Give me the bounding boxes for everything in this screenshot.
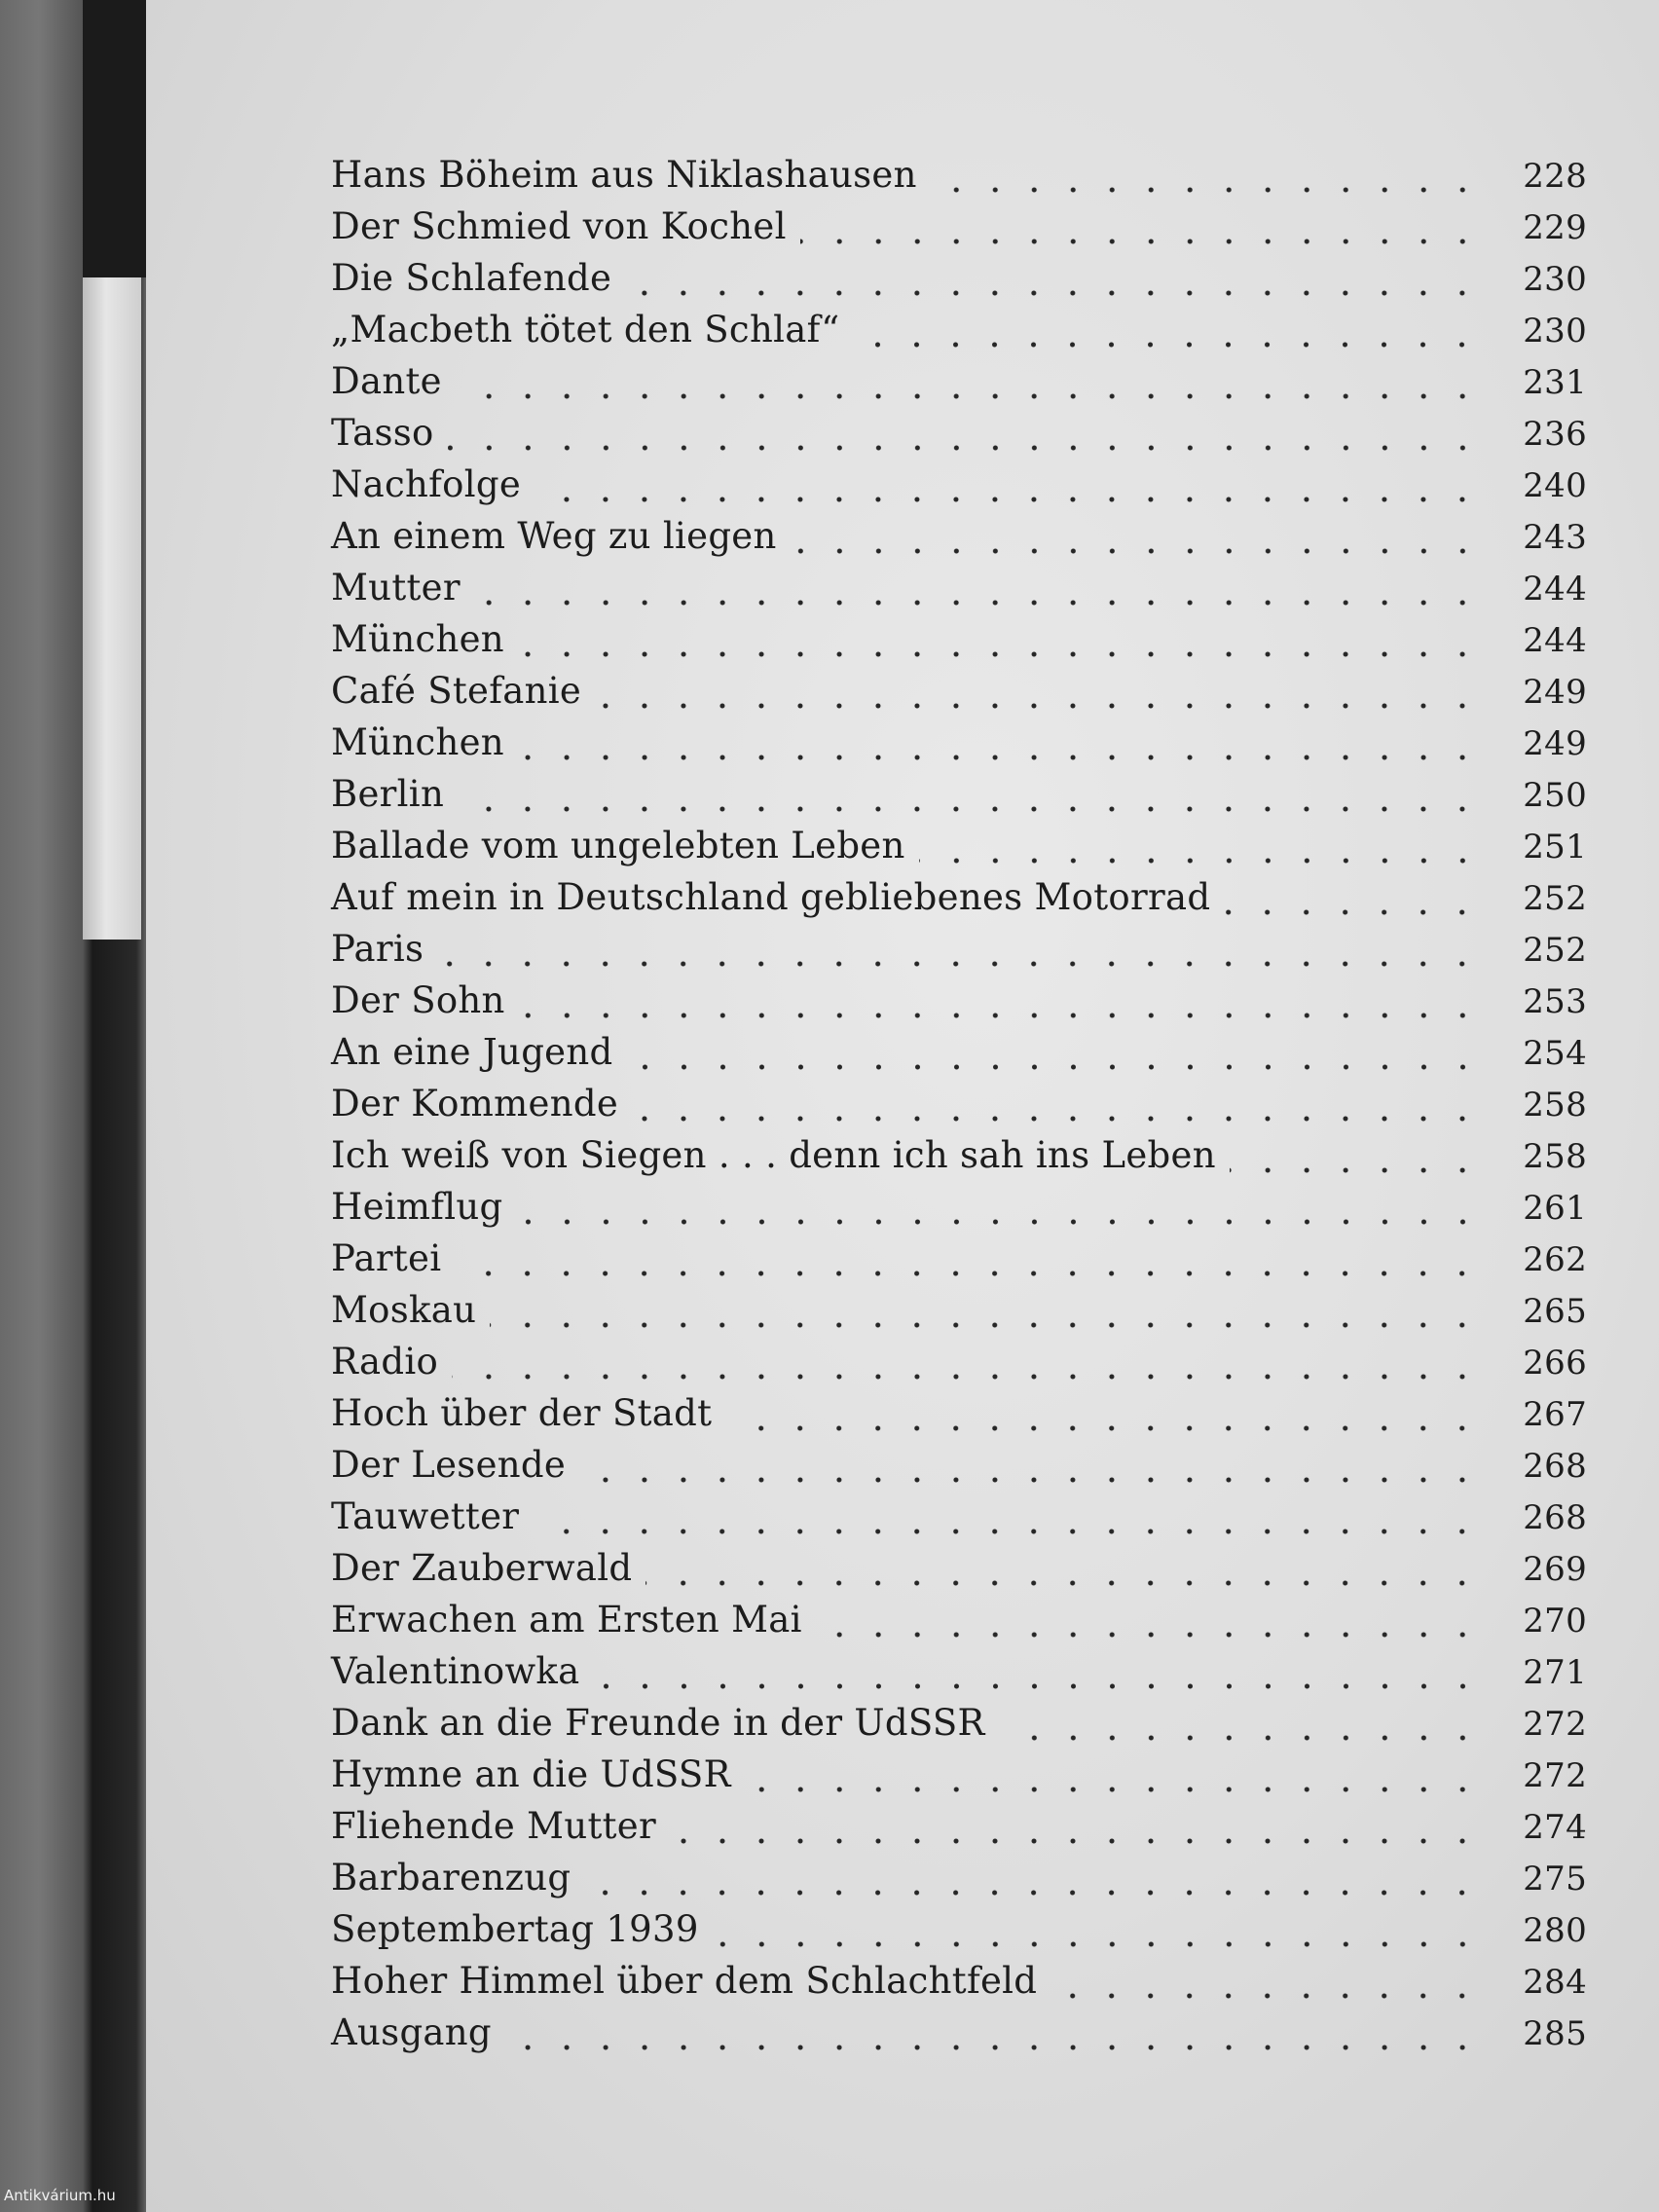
toc-entry	[321, 309, 1587, 360]
toc-entry-title: Ballade vom ungelebten Leben	[331, 825, 905, 866]
toc-entry-title: Heimflug	[331, 1186, 503, 1228]
toc-entry	[321, 1237, 1587, 1289]
toc-entry-title: Der Zauberwald	[331, 1547, 633, 1589]
toc-entry	[321, 1908, 1587, 1960]
toc-entry-title: München	[331, 721, 504, 763]
toc-leader-dots	[670, 1838, 1482, 1844]
toc-entry-page: 228	[1523, 157, 1587, 196]
toc-leader-dots	[627, 1064, 1483, 1070]
toc-entry-title: Partei	[331, 1237, 442, 1279]
toc-entry-page: 229	[1523, 208, 1587, 247]
toc-entry	[321, 1960, 1587, 2011]
toc-leader-dots	[1230, 1167, 1482, 1173]
toc-entry-page: 269	[1523, 1550, 1587, 1589]
toc-entry-title: Septembertag 1939	[331, 1908, 699, 1950]
toc-entry-title: Auf mein in Deutschland gebliebenes Motorrad	[331, 876, 1211, 918]
toc-entry	[321, 1341, 1587, 1392]
toc-entry	[321, 721, 1587, 773]
toc-entry-title: Moskau	[331, 1289, 477, 1331]
toc-entry-title: An eine Jugend	[331, 1031, 613, 1073]
toc-leader-dots	[931, 187, 1482, 193]
toc-entry	[321, 1134, 1587, 1186]
toc-entry-title: Der Sohn	[331, 979, 505, 1021]
table-of-contents	[321, 154, 1587, 2063]
watermark: Antikvárium.hu	[4, 2187, 116, 2204]
toc-entry-title: Tasso	[331, 412, 434, 454]
toc-leader-dots	[474, 600, 1482, 606]
toc-entry-page: 258	[1523, 1086, 1587, 1124]
toc-entry-page: 280	[1523, 1911, 1587, 1950]
toc-entry-page: 249	[1523, 724, 1587, 763]
toc-entry-title: Hoch über der Stadt	[331, 1392, 713, 1434]
toc-leader-dots	[594, 1683, 1483, 1689]
toc-entry	[321, 257, 1587, 309]
toc-entry-title: Radio	[331, 1341, 439, 1382]
toc-entry-title: Barbarenzug	[331, 1857, 571, 1899]
binding-light-band	[83, 277, 141, 940]
toc-leader-dots	[579, 1477, 1482, 1483]
toc-leader-dots	[1051, 1993, 1482, 1999]
toc-entry	[321, 670, 1587, 721]
toc-entry	[321, 1857, 1587, 1908]
toc-entry-page: 274	[1523, 1808, 1587, 1847]
toc-entry-page: 262	[1523, 1240, 1587, 1279]
toc-entry-page: 243	[1523, 518, 1587, 557]
toc-entry	[321, 1650, 1587, 1702]
toc-leader-dots	[625, 290, 1482, 296]
toc-entry	[321, 1599, 1587, 1650]
toc-leader-dots	[448, 445, 1482, 451]
toc-leader-dots	[645, 1580, 1482, 1586]
toc-entry-title: Berlin	[331, 773, 445, 815]
toc-entry-title: Tauwetter	[331, 1495, 520, 1537]
toc-entry-page: 230	[1523, 260, 1587, 299]
toc-entry	[321, 1702, 1587, 1753]
toc-leader-dots	[919, 858, 1482, 864]
toc-entry-page: 270	[1523, 1602, 1587, 1641]
toc-entry	[321, 463, 1587, 515]
toc-entry-page: 258	[1523, 1137, 1587, 1176]
toc-entry	[321, 1753, 1587, 1805]
toc-leader-dots	[800, 239, 1482, 244]
toc-entry-title: Der Lesende	[331, 1444, 567, 1486]
toc-entry-title: Paris	[331, 928, 424, 970]
toc-entry	[321, 515, 1587, 567]
toc-leader-dots	[816, 1632, 1482, 1638]
toc-entry-page: 272	[1523, 1705, 1587, 1744]
toc-entry-title: Ausgang	[331, 2011, 492, 2053]
toc-leader-dots	[456, 393, 1482, 399]
toc-leader-dots	[455, 1271, 1482, 1276]
toc-entry-title: Dante	[331, 360, 442, 402]
toc-leader-dots	[595, 703, 1482, 709]
toc-entry-page: 244	[1523, 570, 1587, 608]
toc-entry-page: 240	[1523, 466, 1587, 505]
toc-entry-page: 249	[1523, 673, 1587, 712]
toc-entry-page: 252	[1523, 931, 1587, 970]
toc-entry-title: München	[331, 618, 504, 660]
toc-entry-title: Nachfolge	[331, 463, 522, 505]
toc-entry	[321, 1547, 1587, 1599]
toc-leader-dots	[1224, 909, 1482, 915]
toc-leader-dots	[518, 651, 1482, 657]
toc-entry-page: 236	[1523, 415, 1587, 454]
toc-entry-page: 285	[1523, 2014, 1587, 2053]
toc-leader-dots	[999, 1735, 1482, 1741]
toc-entry-page: 253	[1523, 982, 1587, 1021]
toc-entry	[321, 773, 1587, 825]
toc-entry-title: Café Stefanie	[331, 670, 582, 712]
toc-entry	[321, 1392, 1587, 1444]
toc-entry	[321, 205, 1587, 257]
toc-entry	[321, 876, 1587, 928]
toc-entry-title: Der Schmied von Kochel	[331, 205, 787, 247]
toc-entry-title: Hans Böheim aus Niklashausen	[331, 154, 917, 196]
toc-entry-page: 244	[1523, 621, 1587, 660]
toc-entry-title: Der Kommende	[331, 1083, 619, 1124]
toc-leader-dots	[725, 1425, 1482, 1431]
toc-entry-page: 254	[1523, 1034, 1587, 1073]
toc-entry-page: 268	[1523, 1498, 1587, 1537]
toc-leader-dots	[518, 755, 1482, 760]
toc-entry-title: Dank an die Freunde in der UdSSR	[331, 1702, 985, 1744]
toc-entry	[321, 360, 1587, 412]
toc-entry-page: 252	[1523, 879, 1587, 918]
toc-leader-dots	[452, 1374, 1482, 1380]
toc-leader-dots	[745, 1787, 1482, 1792]
toc-leader-dots	[791, 548, 1482, 554]
toc-entry-title: Hymne an die UdSSR	[331, 1753, 731, 1795]
toc-entry	[321, 928, 1587, 979]
toc-leader-dots	[458, 806, 1482, 812]
toc-entry-page: 261	[1523, 1189, 1587, 1228]
toc-entry-title: An einem Weg zu liegen	[331, 515, 777, 557]
toc-leader-dots	[535, 497, 1482, 502]
toc-entry	[321, 567, 1587, 618]
toc-entry-page: 275	[1523, 1860, 1587, 1899]
toc-entry	[321, 1289, 1587, 1341]
toc-leader-dots	[853, 342, 1482, 348]
toc-entry-page: 250	[1523, 776, 1587, 815]
toc-entry	[321, 825, 1587, 876]
toc-entry-title: Fliehende Mutter	[331, 1805, 656, 1847]
toc-leader-dots	[713, 1941, 1482, 1947]
toc-entry-page: 251	[1523, 828, 1587, 866]
toc-entry	[321, 1444, 1587, 1495]
toc-entry	[321, 412, 1587, 463]
toc-entry-page: 284	[1523, 1963, 1587, 2002]
toc-entry-page: 272	[1523, 1756, 1587, 1795]
toc-entry-title: Ich weiß von Siegen . . . denn ich sah ins Leben	[331, 1134, 1216, 1176]
toc-entry-title: Valentinowka	[331, 1650, 580, 1692]
toc-entry	[321, 1083, 1587, 1134]
toc-entry	[321, 979, 1587, 1031]
toc-entry-page: 231	[1523, 363, 1587, 402]
toc-entry	[321, 1186, 1587, 1237]
toc-entry-title: Erwachen am Ersten Mai	[331, 1599, 802, 1641]
toc-entry-page: 268	[1523, 1447, 1587, 1486]
toc-entry	[321, 1031, 1587, 1083]
toc-entry-page: 230	[1523, 312, 1587, 350]
toc-entry-page: 266	[1523, 1344, 1587, 1382]
toc-leader-dots	[632, 1116, 1482, 1122]
toc-entry	[321, 1495, 1587, 1547]
toc-leader-dots	[505, 2045, 1482, 2050]
toc-leader-dots	[519, 1013, 1482, 1018]
toc-entry-title: Die Schlafende	[331, 257, 612, 299]
toc-entry	[321, 154, 1587, 205]
toc-entry	[321, 1805, 1587, 1857]
binding-dark-band	[83, 0, 146, 277]
toc-entry	[321, 618, 1587, 670]
toc-entry-page: 267	[1523, 1395, 1587, 1434]
toc-leader-dots	[533, 1529, 1482, 1534]
toc-entry-title: Hoher Himmel über dem Schlachtfeld	[331, 1960, 1038, 2002]
toc-entry-page: 271	[1523, 1653, 1587, 1692]
toc-entry-page: 265	[1523, 1292, 1587, 1331]
toc-leader-dots	[584, 1890, 1482, 1896]
toc-entry	[321, 2011, 1587, 2063]
toc-entry-title: „Macbeth tötet den Schlaf“	[331, 309, 840, 350]
toc-leader-dots	[437, 961, 1482, 967]
toc-entry-title: Mutter	[331, 567, 461, 608]
toc-leader-dots	[490, 1322, 1482, 1328]
toc-leader-dots	[517, 1219, 1482, 1225]
